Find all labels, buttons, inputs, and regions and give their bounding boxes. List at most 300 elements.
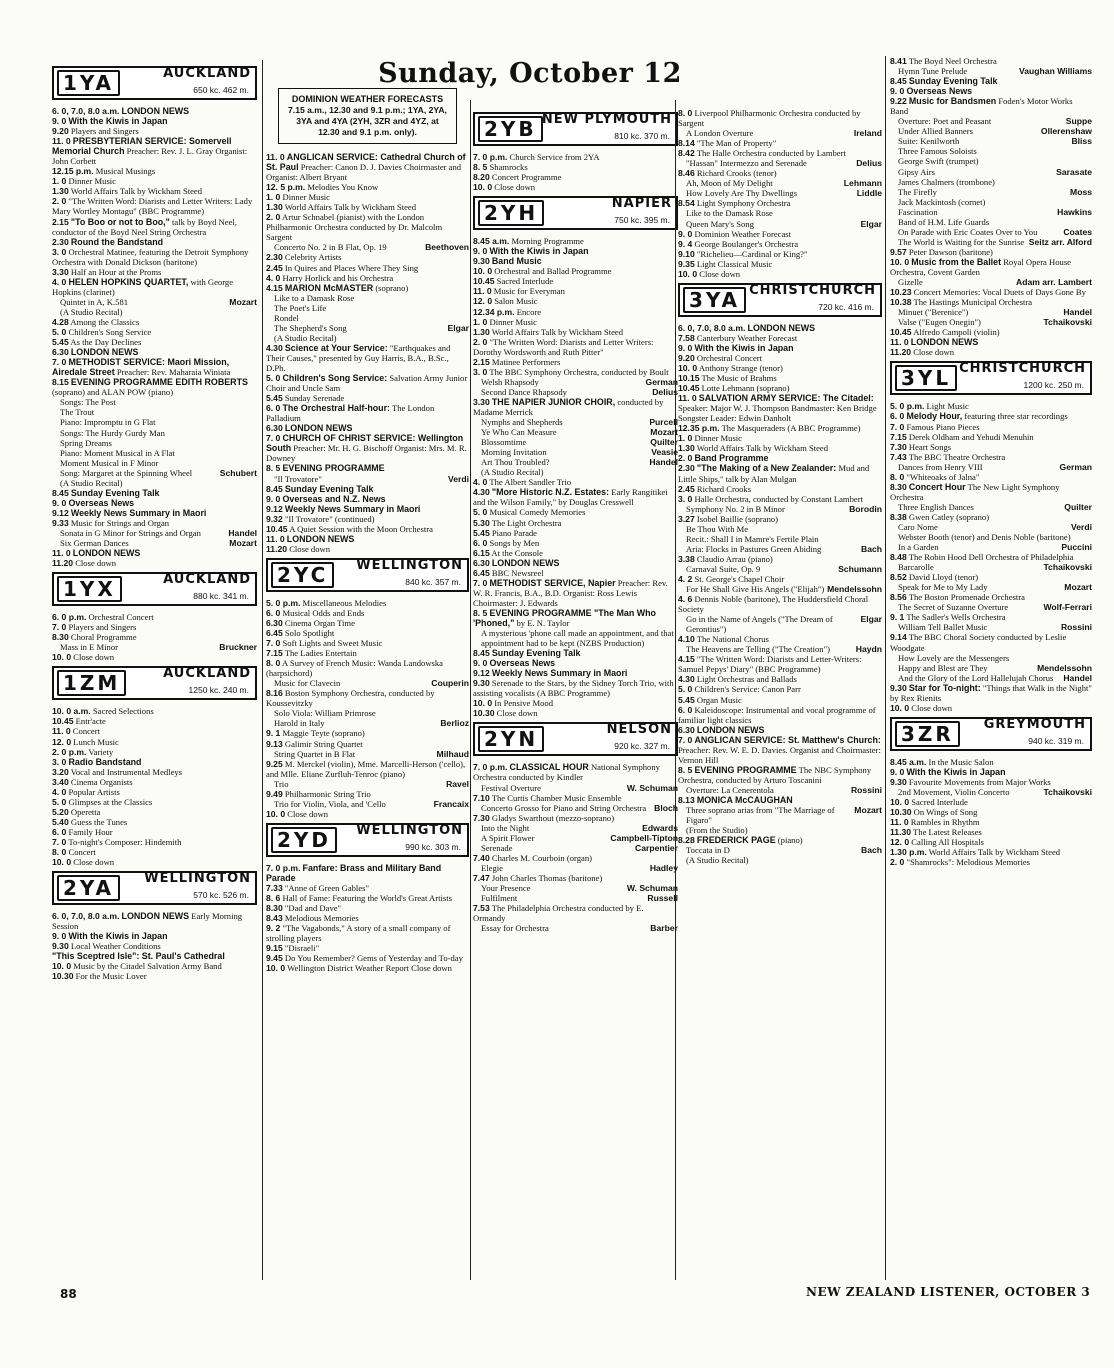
programme-detail [473,387,678,397]
composer-name: Delius [856,158,882,169]
programme-description: Royal Opera House Orchestra, Covent Garden [890,256,1071,277]
programme-description: with George Hopkins (clarinet) [52,276,234,297]
programme-time: 8.46 [678,168,695,179]
programme-item [52,337,257,347]
programme-item [473,528,678,538]
programme-description: National Symphony Orchestra conducted by Kindler [473,762,660,783]
detail-text: Three soprano arias from "The Marriage of Figaro" [686,805,835,826]
composer-name: Purcell [649,417,678,428]
programme-item [473,182,678,192]
programme-description: Children's Service: Canon Parr [694,684,801,695]
composer-name: Milhaud [436,748,469,759]
detail-text: Minuet ("Berenice") [898,307,969,318]
programme-time: 1.30 [473,326,490,337]
composer-name: W. Schuman [626,883,678,893]
detail-text: Speak for Me to My Lady [898,582,988,593]
programme-time: 5. 0 [678,684,693,695]
composer-name: Francaix [433,798,469,809]
programme-item [52,726,257,736]
programme-item [52,941,257,951]
programme-item [890,512,1092,522]
station-city: GREYMOUTH [983,716,1086,732]
programme-time: 10. 0 [473,698,493,709]
detail-text: A London Overture [686,128,754,139]
station-frequency: 920 kc. 327 m. [614,741,670,752]
station-city: WELLINGTON [356,822,463,838]
programme-time: 10.30 [890,807,912,818]
programme-description: St. George's Chapel Choir [694,573,785,584]
composer-name: Borodin [849,503,882,514]
composer-name: Tchaikovski [1043,562,1092,573]
programme-time: 6. 0 [52,826,67,837]
programme-detail [52,407,257,417]
programme-detail [473,923,678,933]
programme-description: To-night's Composer: Hindemith [68,837,182,847]
programme-description: Operetta [70,806,101,817]
detail-text: Gizelle [898,277,923,288]
detail-text: Nymphs and Shepherds [481,417,563,428]
programme-item [678,453,882,463]
programme-description: The Music of Brahms [701,373,777,384]
programme-item [266,212,469,242]
programme-title: "This Sceptred Isle": St. Paul's Cathedral [52,951,225,962]
programme-item [890,327,1092,337]
programme-item [473,152,678,162]
programme-title: CHURCH OF CHRIST SERVICE: Wellington South [266,433,464,454]
programme-description: John Charles Thomas (baritone) [491,872,603,883]
programme-detail [52,297,257,307]
programme-description: The BBC Theatre Orchestra [908,451,1006,462]
detail-text: "Hassan" Intermezzo and Serenade [686,158,807,169]
programme-item [678,484,882,494]
programme-detail [890,116,1092,126]
programme-time: 10.45 [678,383,700,394]
programme-title: LONDON NEWS [72,548,141,559]
programme-item [890,432,1092,442]
programme-detail [678,524,882,534]
detail-text: Barcarolle [898,562,934,573]
programme-time: 8. 0 [678,108,693,118]
programme-detail [890,673,1092,683]
detail-text: Trio [274,778,289,789]
station-header [266,823,469,857]
programme-time: 8.56 [890,592,907,603]
programme-description: Close down [73,857,115,868]
programme-item [678,514,882,524]
programme-detail [678,785,882,795]
station-header [473,112,678,146]
composer-name: Lehmann [843,178,882,189]
programme-item [473,307,678,317]
programme-description: Encore [516,306,542,317]
programme-time: 6. 0 [890,411,905,422]
programme-description: Sacred Interlude [911,797,968,808]
programme-time: 2. 0 p.m. [52,746,87,757]
station-header [266,558,469,592]
programme-time: 11. 0 [52,136,71,147]
programme-description: "Shamrocks": Melodious Memories [906,857,1030,868]
programme-description: Mud and Little Ships," talk by Alan Mulgan [678,463,870,484]
programme-item [678,795,882,805]
programme-time: 12.34 p.m. [473,306,515,317]
programme-detail [890,307,1092,317]
programme-item [473,256,678,266]
column-rule [885,56,886,1280]
programme-time: 7. 0 [678,734,693,745]
detail-text: Blossomtime [481,437,527,448]
programme-item [266,648,469,658]
programme-description: Kaleidoscope: Instrumental and vocal programme of familiar light classics [678,704,876,725]
detail-text: Gipsy Airs [898,166,936,177]
programme-item [52,747,257,757]
detail-text: Caro Nome [898,521,938,532]
detail-text: 2nd Movement, Violin Concerto [898,787,1010,797]
column-4 [678,108,882,865]
programme-detail [266,333,469,343]
programme-time: 6. 0 [266,607,281,618]
programme-description: Solo Spotlight [284,628,335,639]
programme-description: The Latest Releases [913,827,982,838]
programme-description: Concert [72,726,101,737]
programme-time: 11. 0 [266,152,285,162]
programme-item [266,789,469,799]
programme-detail [678,534,882,544]
detail-text: Elegie [481,862,503,873]
station-header [890,361,1092,395]
programme-description: M. Merckel (violin), Mme. Marcelli-Herson ('cello), and Mlle. Eliane Zurfluh-Tenroc (piano) [266,758,466,779]
programme-detail [52,428,257,438]
programme-time: 10. 0 [678,268,698,279]
station-callsign: 1YX [57,576,122,602]
programme-time: 6. 0 [473,537,488,548]
station-frequency: 810 kc. 370 m. [614,131,670,141]
programme-item [678,269,882,279]
composer-name: Schumann [838,563,882,574]
programme-item [890,552,1092,562]
weather-box-body: 7.15 a.m., 12.30 and 9.1 p.m.; 1YA, 2YA, 3YA and 4YA (2YH, 3ZR and 4YZ, at 12.30 and 9.1 p.m. only). [288,105,447,137]
programme-time: 10.45 [890,327,912,338]
programme-detail [890,502,1092,512]
programme-title: LONDON NEWS [121,911,190,922]
programme-time: 8.43 [266,913,283,924]
composer-name: Bach [860,543,882,554]
programme-description: On Wings of Song [913,807,978,818]
programme-item [52,757,257,767]
programme-item [890,632,1092,652]
programme-item [890,86,1092,96]
programme-description: "Whiteoaks of Jalna" [906,471,980,482]
programme-time: 9.49 [266,788,283,799]
detail-text: Aria: Flocks in Pastures Green Abiding [686,543,822,554]
programme-detail [473,417,678,427]
programme-time: 6.15 [473,547,490,558]
programme-description: Canterbury Weather Forecast [696,332,798,343]
programme-description: (soprano) and ALAN POW (piano) [52,387,174,398]
programme-time: 9.15 [266,943,283,954]
programme-description: Preacher: Mr. H. G. Bischoff Organist: Mrs. M. R. Downey [266,443,467,464]
programme-item [890,572,1092,582]
programme-item [890,452,1092,462]
programme-description: Salon Music [494,296,538,307]
programme-description: Sacred Selections [92,706,154,717]
detail-text: Festival Overture [481,782,541,793]
programme-item [678,343,882,353]
programme-time: 4. 0 [473,477,488,488]
programme-item [52,612,257,622]
programme-description: Heart Songs [908,441,952,452]
programme-item [52,196,257,216]
composer-name: Rossini [1060,622,1092,633]
programme-time: 10.23 [890,287,912,298]
programme-detail [890,602,1092,612]
programme-description: Derek Oldham and Yehudi Menuhin [908,431,1034,442]
programme-time: 10. 0 [52,961,72,972]
programme-time: 7. 0 p.m. [473,762,508,773]
programme-detail [890,207,1092,217]
programme-item [678,463,882,483]
programme-item [473,286,678,296]
programme-time: 11. 0 [52,548,71,559]
detail-text: A Spirit Flower [481,832,535,843]
programme-description: "The Vagabonds," A story of a small company of strolling players [266,923,451,944]
programme-item [266,463,469,473]
programme-description: Close down [911,702,953,713]
programme-item [473,658,678,668]
programme-description: Light Classical Music [696,258,773,269]
programme-description: At the Console [491,547,543,558]
station-frequency: 650 kc. 462 m. [193,85,249,95]
composer-name: German [645,376,678,387]
composer-name: Puccini [1061,542,1092,553]
programme-time: 2. 0 [678,453,693,464]
programme-title: LONDON NEWS [286,533,355,544]
programme-item [678,634,882,644]
programme-item [266,544,469,554]
programme-title: Band Music [491,256,542,267]
programme-time: 8. 0 [266,658,281,669]
programme-detail [266,749,469,759]
programme-description: Halle Orchestra, conducted by Constant Lambert [694,493,863,504]
programme-time: 2.30 [266,252,283,263]
programme-item [266,373,469,393]
composer-name: Haydn [855,644,882,655]
programme-description: Preacher: Rev. W. R. Francis, B.A., B.D. Organist: Ross Lewis Choirmaster: J. Edwards [473,577,668,608]
programme-title: "To Boo or not to Boo," [70,216,170,227]
detail-text: Your Presence [481,883,531,893]
programme-detail [473,833,678,843]
composer-name: Elgar [860,218,882,229]
programme-description: "Richelieu—Cardinal or King?" [696,248,808,259]
programme-description: The Philadelphia Orchestra conducted by E. Ormandy [473,903,644,924]
programme-detail [52,438,257,448]
station-callsign: 2YA [57,875,120,901]
programme-description: As the Day Declines [70,337,142,348]
programme-item [890,807,1092,817]
programme-description: The London Palladium [266,403,435,424]
programme-detail [678,178,882,188]
programme-description: Dennis Noble (baritone), The Huddersfield Choral Society [678,594,869,615]
station-callsign: 2YN [478,726,544,752]
programme-item [52,357,257,377]
programme-title: PRESBYTERIAN SERVICE: Somervell Memorial Church [52,136,232,157]
programme-item [266,283,469,293]
programme-description: Speaker: Major W. J. Thompson Bandmaster: Ken Bridge Songster Leader: Edwin Danholt [678,403,877,424]
programme-description: Sacred Interlude [496,276,554,287]
programme-description: Hall of Fame: Featuring the World's Great Artists [282,893,452,904]
programme-item [890,482,1092,502]
programme-description: "Il Trovatore" (continued) [284,513,375,524]
programme-item [678,239,882,249]
programme-time: 8.41 [890,56,907,66]
programme-item [266,514,469,524]
programme-item [678,393,882,423]
programme-description: Philharmonic String Trio [284,788,371,799]
programme-time: 2. 0 [890,857,905,868]
page-title: Sunday, October 12 [378,58,682,89]
detail-text: Concerto Grosso for Piano and String Orchestra [481,802,647,813]
composer-name: Mozart [650,427,678,438]
programme-item [52,277,257,297]
programme-item [890,422,1092,432]
programme-description: World Affairs Talk by Wickham Steed [284,202,417,213]
programme-description: Close down [75,558,117,569]
detail-text: Song: Margaret at the Spinning Wheel [60,467,193,478]
programme-title: THE NAPIER JUNIOR CHOIR, [491,396,616,407]
composer-name: Elgar [860,614,882,625]
station-header [52,871,257,905]
programme-time: 6.30 [266,423,283,434]
programme-time: 9.13 [266,738,283,749]
programme-time: 9.30 [473,678,490,689]
programme-title: Overseas News [906,86,973,97]
programme-time: 6.30 [266,617,283,628]
programme-time: 5. 0 [266,373,281,384]
programme-title: With the Kiwis in Japan [694,342,794,353]
detail-text: Trio for Violin, Viola, and 'Cello [274,798,386,809]
programme-description: Claudio Arrau (piano) [696,553,773,564]
detail-text: Quintet in A, K.581 [60,296,129,307]
column-rule [262,60,263,1280]
programme-item [473,518,678,528]
programme-item [266,913,469,923]
column-3 [473,108,678,933]
programme-time: 3. 0 [473,366,488,377]
programme-detail [890,462,1092,472]
programme-item [473,648,678,658]
programme-title: LONDON NEWS [70,347,139,358]
programme-detail [52,468,257,478]
programme-description: Organ Music [696,694,742,705]
column-1 [52,62,257,981]
detail-text: (From the Studio) [686,825,748,836]
programme-time: 3. 0 [52,246,67,257]
programme-item [266,524,469,534]
programme-description: Early Morning Session [52,911,243,932]
station-header [473,196,678,230]
programme-title: LONDON NEWS [121,106,190,116]
programme-time: 10. 0 [890,702,910,713]
programme-item [266,273,469,283]
programme-title: EVENING PROGRAMME "The Man Who 'Phoned," [473,607,656,628]
programme-description: Maggie Teyte (soprano) [282,728,365,739]
programme-item [890,777,1092,787]
programme-description: The Halle Orchestra conducted by Lambert [696,148,846,159]
column-rule [675,100,676,1280]
programme-item [678,705,882,725]
programme-item [52,652,257,662]
programme-time: 9.32 [266,513,283,524]
programme-title: Sunday Evening Talk [491,648,581,659]
programme-title: "More Historic N.Z. Estates: [491,487,610,498]
programme-detail [890,177,1092,187]
programme-time: 12. 5 p.m. [266,182,306,193]
programme-time: 7.58 [678,332,695,343]
composer-name: Rossini [850,784,882,795]
composer-name: Mendelssohn [827,584,882,595]
programme-time: 3. 0 [678,493,693,504]
programme-description: Music for Everyman [493,286,565,297]
programme-item [52,847,257,857]
programme-description: Morning Programme [511,236,584,247]
programme-description: Musical Musings [95,166,156,177]
programme-detail [473,883,678,893]
programme-description: Close down [289,543,331,554]
programme-item [266,688,469,708]
composer-name: Barber [650,923,678,934]
programme-description: Players and Singers [70,126,139,137]
detail-text: Happy and Blest are They [898,662,988,673]
programme-item [678,554,882,564]
programme-item [52,767,257,777]
detail-text: Welsh Rhapsody [481,376,539,387]
programme-description: In Quires and Places Where They Sing [284,262,419,273]
programme-description: Vocal and Instrumental Medleys [70,766,183,777]
programme-description: Close down [496,708,538,719]
programme-title: METHODIST SERVICE, Napier [489,577,616,588]
programme-time: 3.30 [473,396,490,407]
station-city: NAPIER [611,196,672,212]
programme-description: Musical Comedy Memories [489,507,586,518]
programme-description: Concert [68,847,96,858]
programme-time: 9. 4 [678,238,693,249]
programme-description: Wellington District Weather Report Close down [287,963,452,974]
programme-item [52,971,257,981]
programme-description: Cinema Organists [70,776,133,787]
programme-description: Close down [494,182,536,193]
programme-item [52,817,257,827]
programme-time: 12. 0 [52,736,72,747]
programme-description: Soft Lights and Sweet Music [282,638,383,649]
programme-time: 1. 0 [266,192,281,203]
programme-description: Anthony Strange (tenor) [698,362,783,373]
programme-description: Calling All Hospitals [911,837,984,848]
programme-time: 8.28 [678,835,695,846]
programme-description: Richard Crooks (tenor) [696,168,777,179]
programme-description: Players and Singers [68,622,137,633]
programme-time: 10. 0 [890,256,910,267]
programme-item [52,737,257,747]
station-callsign: 2YH [478,200,544,226]
programme-description: Choral Programme [70,632,137,643]
programme-item [890,257,1092,277]
composer-name: Russell [647,893,678,904]
detail-text: Six German Dances [60,538,129,549]
programme-item [266,943,469,953]
programme-detail [890,167,1092,177]
programme-item [678,373,882,383]
programme-description: Family Hour [68,826,113,837]
programme-time: 5.40 [52,816,69,827]
